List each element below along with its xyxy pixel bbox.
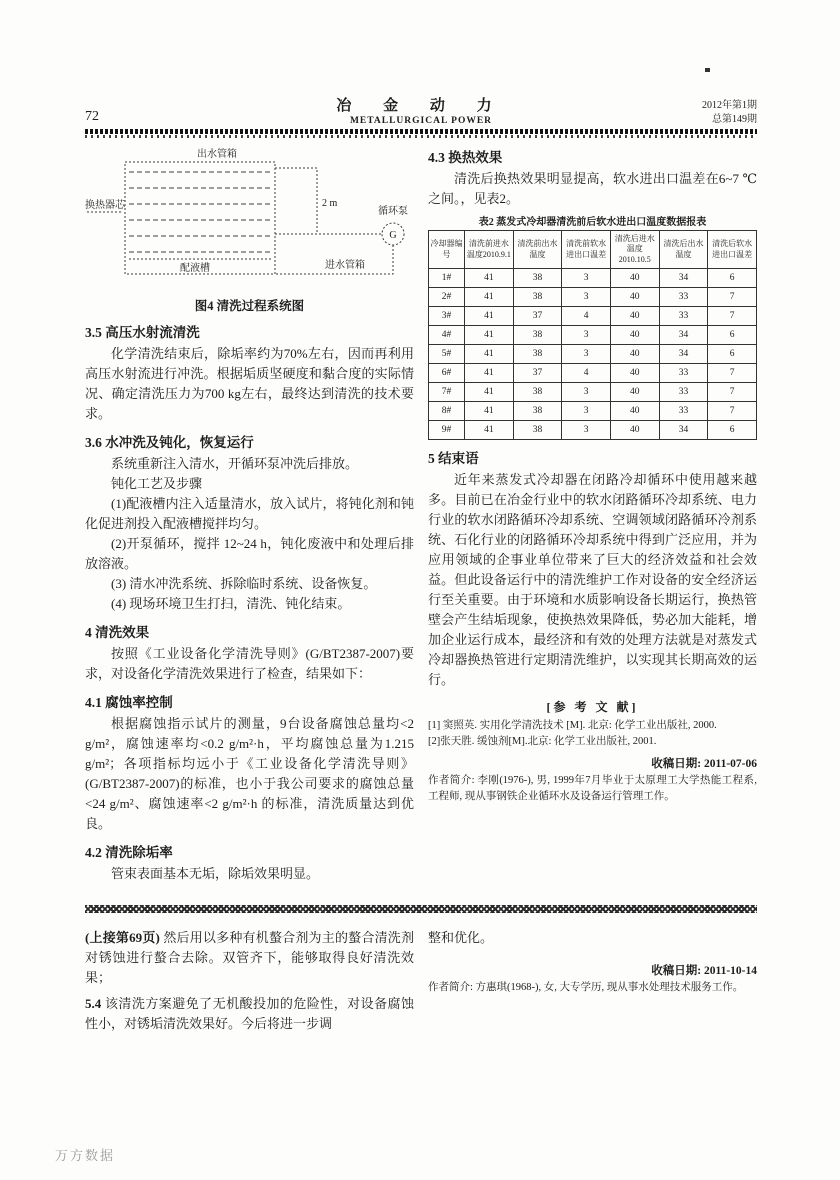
table-2	[428, 230, 757, 440]
table-cell: 2#	[429, 288, 465, 307]
table-row	[429, 288, 757, 307]
table-cell: 40	[610, 345, 659, 364]
table-cell: 38	[513, 269, 562, 288]
table-cell: 41	[465, 307, 514, 326]
table-row	[429, 345, 757, 364]
table-cell: 3	[562, 402, 611, 421]
table-cell: 33	[659, 364, 708, 383]
table-header-cell: 清洗后软水进出口温差	[708, 231, 757, 269]
continuation-right-column	[428, 928, 757, 1034]
left-column	[85, 146, 414, 884]
table-cell: 3	[562, 383, 611, 402]
section-3-6-step-2: (2)开泵循环，搅拌 12~24 h，钝化废液中和处理后排放溶液。	[85, 536, 414, 572]
scan-artifact	[705, 68, 710, 72]
table-header-cell: 清洗后出水温度	[659, 231, 708, 269]
journal-title-en: METALLURGICAL POWER	[349, 116, 493, 126]
table-cell: 6	[708, 326, 757, 345]
table-cell: 4	[562, 364, 611, 383]
table-row	[429, 269, 757, 288]
table-cell: 7	[708, 288, 757, 307]
section-3-6-step-3: (3) 清水冲洗系统、拆除临时系统、设备恢复。	[111, 576, 377, 592]
table-cell: 38	[513, 326, 562, 345]
article-body	[85, 146, 757, 884]
page-number: 72	[85, 109, 99, 124]
table-row	[429, 326, 757, 345]
table-cell: 34	[659, 269, 708, 288]
reference-item-1: [1] 窦照英. 实用化学清洗技术 [M]. 北京: 化学工业出版社, 2000.	[428, 720, 717, 732]
table-cell: 3	[562, 269, 611, 288]
table-cell: 41	[465, 269, 514, 288]
section-3-6-paragraph-1: 系统重新注入清水，开循环泵冲洗后排放。	[111, 456, 359, 472]
table-row	[429, 364, 757, 383]
table-cell: 7	[708, 402, 757, 421]
issue-line-2: 总第149期	[712, 113, 757, 125]
figure-caption: 图4 清洗过程系统图	[194, 299, 305, 313]
section-4-1-paragraph: 根据腐蚀指示试片的测量，9台设备腐蚀总量均<2 g/m²，腐蚀速率均<0.2 g/m²·h，平均腐蚀总量为1.215 g/m²；各项指标均远小于《工业设备化学清洗导则》(G/BT2387-2007)的标准，也小于我公司要求的腐蚀总量<24 g/m²、腐蚀速率<2 g/m²·h 的标准，清洗质量达到优良。	[85, 716, 414, 832]
section-divider	[85, 905, 757, 913]
right-column	[428, 146, 757, 884]
table-cell: 33	[659, 288, 708, 307]
table-cell: 38	[513, 383, 562, 402]
section-4-3-heading: 4.3 换热效果	[428, 150, 503, 165]
table-cell: 41	[465, 402, 514, 421]
table-row	[429, 383, 757, 402]
figure-4	[85, 146, 414, 314]
heat-exchanger-body	[125, 162, 275, 274]
section-5-4-number: 5.4	[85, 996, 102, 1012]
table-cell: 38	[513, 345, 562, 364]
table-cell: 40	[610, 421, 659, 440]
continuation-block	[85, 928, 757, 1034]
section-4-3-paragraph: 清洗后换热效果明显提高，软水进出口温差在6~7 ℃之间。，见表2。	[428, 171, 757, 207]
figure-label-exchanger-core: 换热器芯	[85, 200, 125, 211]
table-cell: 3	[562, 421, 611, 440]
table-cell: 38	[513, 288, 562, 307]
continuation-author-bio: 作者简介: 方惠琪(1968-), 女, 大专学历, 现从事水处理技术服务工作。	[428, 982, 744, 994]
figure-label-pipe-note: 2 m	[322, 198, 338, 209]
section-4-1-heading: 4.1 腐蚀率控制	[85, 695, 173, 711]
table-2-body	[429, 269, 757, 440]
figure-label-inlet-header: 进水管箱	[325, 260, 365, 271]
table-cell: 6	[708, 269, 757, 288]
table-cell: 6	[708, 421, 757, 440]
table-cell: 7#	[429, 383, 465, 402]
issue-info	[647, 99, 757, 126]
section-4-paragraph: 按照《工业设备化学清洗导则》(G/BT2387-2007)要求，对设备化学清洗效果进行了检查，结果如下：	[85, 646, 414, 682]
header-rule	[85, 129, 757, 134]
table-cell: 7	[708, 307, 757, 326]
table-cell: 37	[513, 364, 562, 383]
journal-title-cn: 冶 金 动 力	[336, 98, 506, 114]
section-3-6-step-4: (4) 现场环境卫生打扫，清洗、钝化结束。	[111, 596, 351, 612]
table-cell: 7	[708, 364, 757, 383]
table-cell: 3#	[429, 307, 465, 326]
table-row	[429, 421, 757, 440]
table-cell: 4#	[429, 326, 465, 345]
table-cell: 40	[610, 326, 659, 345]
table-header-cell: 清洗前进水温度2010.9.1	[465, 231, 514, 269]
figure-label-pump: 循环泵	[378, 206, 408, 217]
figure-label-tank: 配液槽	[180, 263, 210, 274]
section-5-4-paragraph	[85, 994, 414, 1034]
table-cell: 33	[659, 402, 708, 421]
table-cell: 6	[708, 345, 757, 364]
table-cell: 41	[465, 345, 514, 364]
continuation-paragraph	[85, 928, 414, 988]
table-cell: 41	[465, 421, 514, 440]
table-cell: 33	[659, 383, 708, 402]
table-cell: 9#	[429, 421, 465, 440]
table-cell: 5#	[429, 345, 465, 364]
references-title: [参 考 文 献]	[546, 700, 639, 715]
table-header-cell: 清洗前出水温度	[513, 231, 562, 269]
table-cell: 3	[562, 288, 611, 307]
table-cell: 40	[610, 288, 659, 307]
table-cell: 3	[562, 326, 611, 345]
table-header-cell: 冷却器编号	[429, 231, 465, 269]
table-cell: 41	[465, 364, 514, 383]
table-cell: 40	[610, 364, 659, 383]
table-row	[429, 307, 757, 326]
continuation-received-date: 收稿日期: 2011-10-14	[651, 965, 757, 978]
page-header	[85, 94, 757, 138]
continuation-end-paragraph: 整和优化。	[428, 930, 494, 945]
section-4-heading: 4 清洗效果	[85, 625, 150, 641]
received-date: 收稿日期: 2011-07-06	[651, 757, 757, 770]
outlet-pipe	[275, 168, 317, 234]
section-4-2-heading: 4.2 清洗除垢率	[85, 845, 173, 861]
table-header-cell: 清洗后进水温度2010.10.5	[610, 231, 659, 269]
continuation-note: (上接第69页)	[85, 930, 160, 945]
table-cell: 40	[610, 383, 659, 402]
section-3-6-heading: 3.6 水冲洗及钝化，恢复运行	[85, 435, 254, 451]
table-cell: 41	[465, 288, 514, 307]
continuation-text: 然后用以多种有机螯合剂为主的螯合清洗剂对锈蚀进行螯合去除。双管齐下，能够取得良好清洗效果；	[85, 930, 414, 986]
issue-line-1: 2012年第1期	[702, 100, 757, 111]
wanfang-watermark: 万方数据	[55, 1148, 116, 1163]
table-cell: 38	[513, 421, 562, 440]
table-cell: 40	[610, 402, 659, 421]
table-cell: 33	[659, 307, 708, 326]
section-3-5-heading: 3.5 高压水射流清洗	[85, 325, 200, 340]
section-5-paragraph: 近年来蒸发式冷却器在闭路冷却循环中使用越来越多。目前已在冶金行业中的软水闭路循环冷却系统、电力行业的软水闭路循环冷却系统、空调领域闭路循环冷剂系统、石化行业的闭路循环冷却系统中得到广泛应用，并为应用领域的企事业单位带来了巨大的经济效益和社会效益。但此设备运行中的清洗维护工作对设备的安全经济运行至关重要。由于环境和水质影响设备长期运行，换热管壁会产生结垢现象，使换热效果降低，势必加大能耗，增加企业运行成本，最经济和有效的处理方法就是对蒸发式冷却器换热管进行定期清洗维护，以实现其长期高效的运行。	[428, 472, 757, 688]
continuation-left-column	[85, 928, 414, 1034]
table-cell: 34	[659, 326, 708, 345]
table-cell: 41	[465, 383, 514, 402]
section-5-heading: 5 结束语	[428, 451, 479, 467]
table-cell: 40	[610, 269, 659, 288]
table-cell: 6#	[429, 364, 465, 383]
table-cell: 38	[513, 402, 562, 421]
header-rule-2	[85, 135, 757, 138]
table-cell: 34	[659, 345, 708, 364]
section-3-6-paragraph-2: 钝化工艺及步骤	[111, 476, 203, 492]
author-bio: 作者简介: 李刚(1976-), 男, 1999年7月毕业于太原理工大学热能工程系, 工程师, 现从事钢铁企业循环水及设备运行管理工作。	[428, 774, 757, 802]
table-cell: 4	[562, 307, 611, 326]
reference-item-2: [2]张天胜. 缓蚀剂[M].北京: 化学工业出版社, 2001.	[428, 736, 657, 748]
cleaning-system-diagram	[85, 146, 414, 294]
table-row	[429, 402, 757, 421]
table-cell: 1#	[429, 269, 465, 288]
table-cell: 7	[708, 383, 757, 402]
journal-title-block	[195, 94, 647, 126]
table-cell: 34	[659, 421, 708, 440]
section-4-2-paragraph: 管束表面基本无垢，除垢效果明显。	[111, 866, 320, 882]
table-cell: 8#	[429, 402, 465, 421]
pump-symbol: G	[389, 230, 397, 241]
table-header-cell: 清洗前软水进出口温差	[562, 231, 611, 269]
table-2-header	[429, 231, 757, 269]
table-cell: 37	[513, 307, 562, 326]
figure-label-outlet-header: 出水管箱	[197, 149, 237, 160]
table-cell: 3	[562, 345, 611, 364]
table-cell: 41	[465, 326, 514, 345]
section-3-6-step-1: (1)配液槽内注入适量清水，放入试片，将钝化剂和钝化促进剂投入配液槽搅拌均匀。	[85, 496, 414, 532]
table-2-title: 表2 蒸发式冷却器清洗前后软水进出口温度数据报表	[478, 217, 707, 229]
table-cell: 40	[610, 307, 659, 326]
section-5-4-text: 该清洗方案避免了无机酸投加的危险性，对设备腐蚀性小，对锈垢清洗效果好。今后将进一步调	[85, 996, 414, 1032]
section-3-5-paragraph: 化学清洗结束后，除垢率约为70%左右，因而再利用高压水射流进行冲洗。根据垢质坚硬度和黏合度的实际情况、确定清洗压力为700 kg左右，最终达到清洗的技术要求。	[85, 346, 414, 422]
